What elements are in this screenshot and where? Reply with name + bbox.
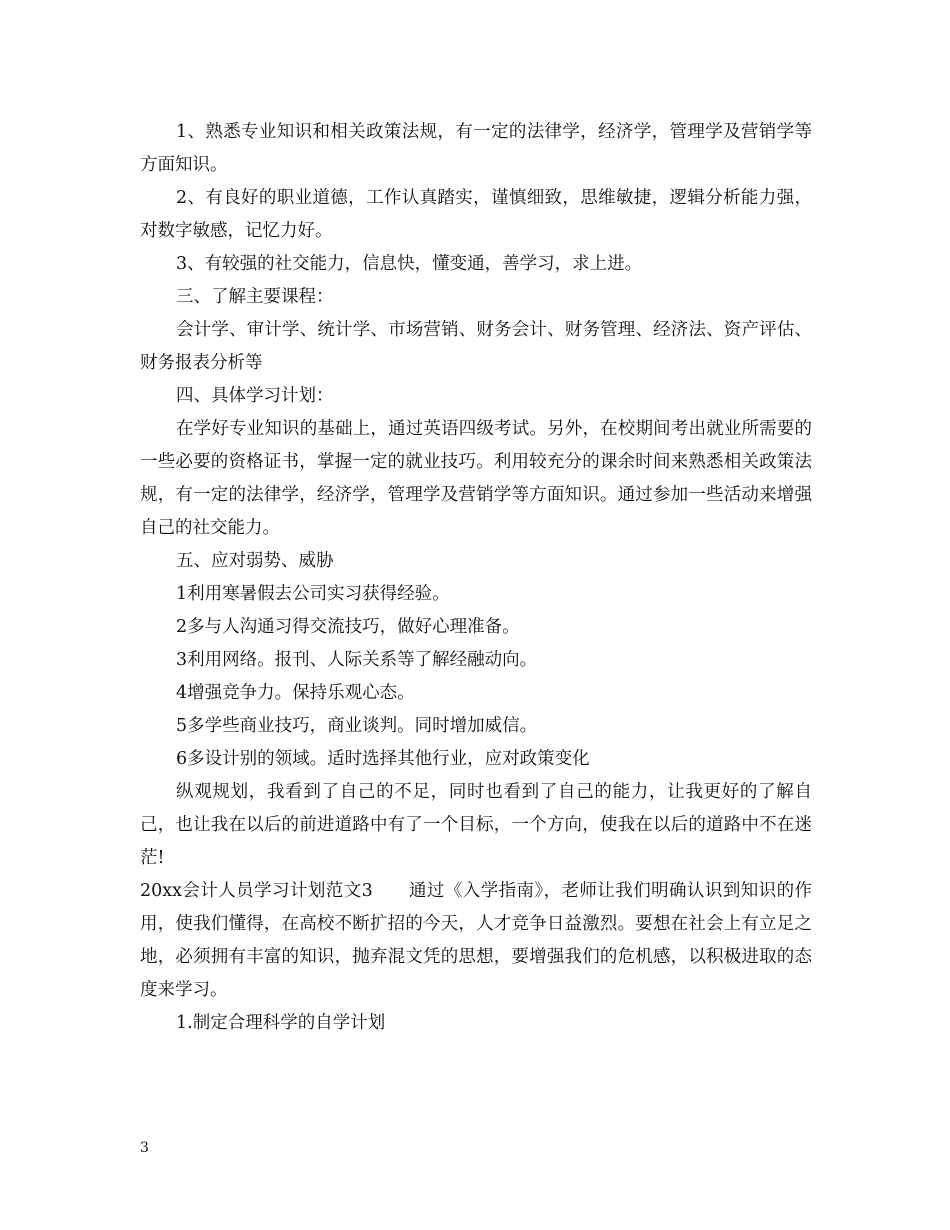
- list-item-4: 4增强竞争力。保持乐观心态。: [176, 683, 415, 703]
- paragraph-sample-3: 20xx会计人员学习计划范文3 通过《入学指南》，老师让我们明确认识到知识的作用，使我们懂得，在高校不断扩招的今天，人才竞争日益激烈。要想在社会上有立足之地，必须拥有丰富的知识，抛弃混文凭的思想，要增强我们的危机感，以积极进取的态度来学习。: [140, 881, 812, 1000]
- paragraph-study-plan: 在学好专业知识的基础上，通过英语四级考试。另外，在校期间考出就业所需要的一些必要的资格证书，掌握一定的就业技巧。利用较充分的课余时间来熟悉相关政策法规，有一定的法律学，经济学，管理学及营销学等方面知识。通过参加一些活动来增强自己的社交能力。: [140, 419, 812, 538]
- paragraph-course-list: 会计学、审计学、统计学、市场营销、财务会计、财务管理、经济法、资产评估、财务报表分析等: [140, 320, 812, 373]
- page-number: 3: [140, 1140, 149, 1156]
- document-body: [140, 116, 812, 1040]
- paragraph-conclusion: 纵观规划，我看到了自己的不足，同时也看到了自己的能力，让我更好的了解自己，也让我在以后的前进道路中有了一个目标，一个方向，使我在以后的道路中不在迷茫!: [140, 782, 812, 868]
- section-heading-study-plan: 四、具体学习计划：: [176, 386, 334, 406]
- section-heading-weakness: 五、应对弱势、威胁: [176, 551, 334, 571]
- paragraph-self-study-plan: 1.制定合理科学的自学计划: [176, 1013, 386, 1033]
- list-item-2: 2多与人沟通习得交流技巧，做好心理准备。: [176, 617, 520, 637]
- list-item-6: 6多设计别的领域。适时选择其他行业，应对政策变化: [176, 749, 590, 769]
- section-heading-courses: 三、了解主要课程：: [176, 287, 334, 307]
- paragraph-requirement-1: 1、熟悉专业知识和相关政策法规，有一定的法律学，经济学，管理学及营销学等方面知识。: [140, 122, 812, 175]
- list-item-3: 3利用网络。报刊、人际关系等了解经融动向。: [176, 650, 538, 670]
- list-item-5: 5多学些商业技巧，商业谈判。同时增加威信。: [176, 716, 538, 736]
- paragraph-requirement-2: 2、有良好的职业道德，工作认真踏实，谨慎细致，思维敏捷，逻辑分析能力强，对数字敏感，记忆力好。: [140, 188, 812, 241]
- paragraph-requirement-3: 3、有较强的社交能力，信息快，懂变通，善学习，求上进。: [176, 254, 643, 274]
- list-item-1: 1利用寒暑假去公司实习获得经验。: [176, 584, 450, 604]
